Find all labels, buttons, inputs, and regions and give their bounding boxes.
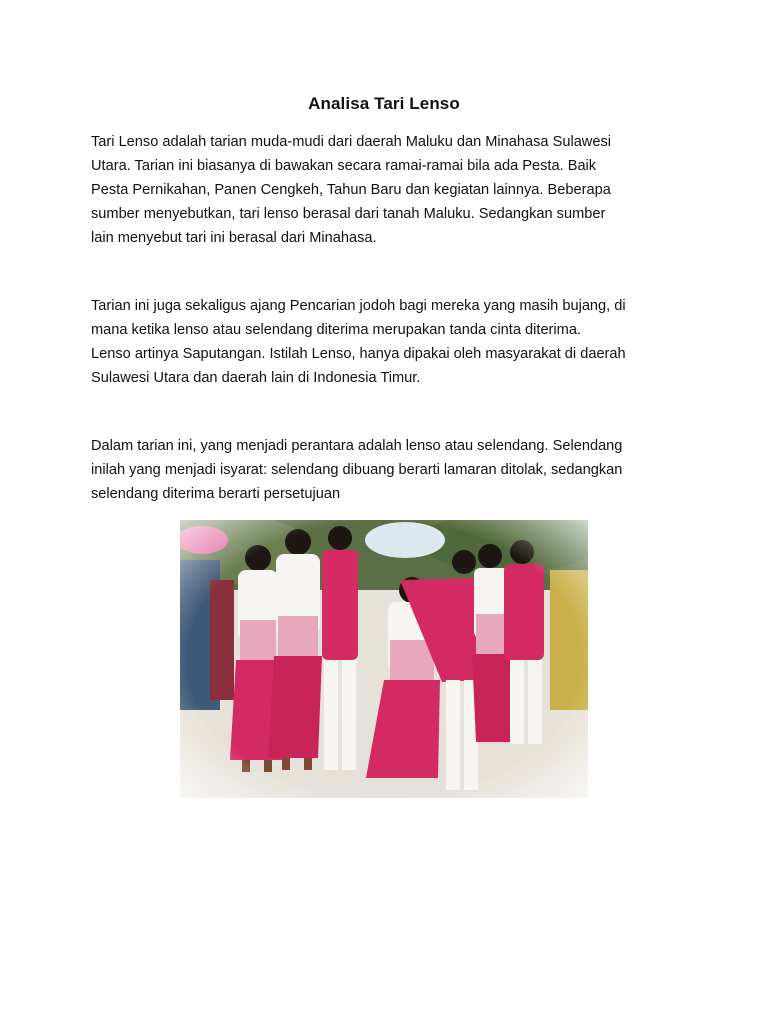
photo-spectator [550,570,588,710]
photo-umbrella [365,522,445,558]
paragraph-1: Tari Lenso adalah tarian muda-mudi dari daerah Maluku dan Minahasa Sulawesi Utara. Tarian ini biasanya di bawakan secara ramai-ramai bila ada Pesta. Baik Pesta Pernikahan, Panen Cengkeh, Tahun Baru dan kegiatan lainnya. Beberapa sumber menyebutkan, tari lenso berasal dari tanah Maluku. Sedangkan sumber lain menyebut tari ini berasal dari Minahasa. [91,134,612,246]
dancer-male [504,540,544,744]
photo-spectator [210,580,234,700]
dance-photo [180,520,588,798]
paragraph-3: Dalam tarian ini, yang menjadi perantara adalah lenso atau selendang. Selendang inilah yang menjadi isyarat: selendang dibuang berarti lamaran ditolak, sedangkan selendang diterima berarti persetujuan [91,438,623,502]
paragraph-2: Tarian ini juga sekaligus ajang Pencarian jodoh bagi mereka yang masih bujang, di mana ketika lenso atau selendang diterima merupakan tanda cinta diterima. Lenso artinya Saputangan. Istilah Lenso, hanya dipakai oleh masyarakat di daerah Sulawesi Utara dan daerah lain di Indonesia Timur. [91,298,626,386]
document-title: Analisa Tari Lenso [308,94,460,113]
dance-photo-illustration [180,520,588,798]
